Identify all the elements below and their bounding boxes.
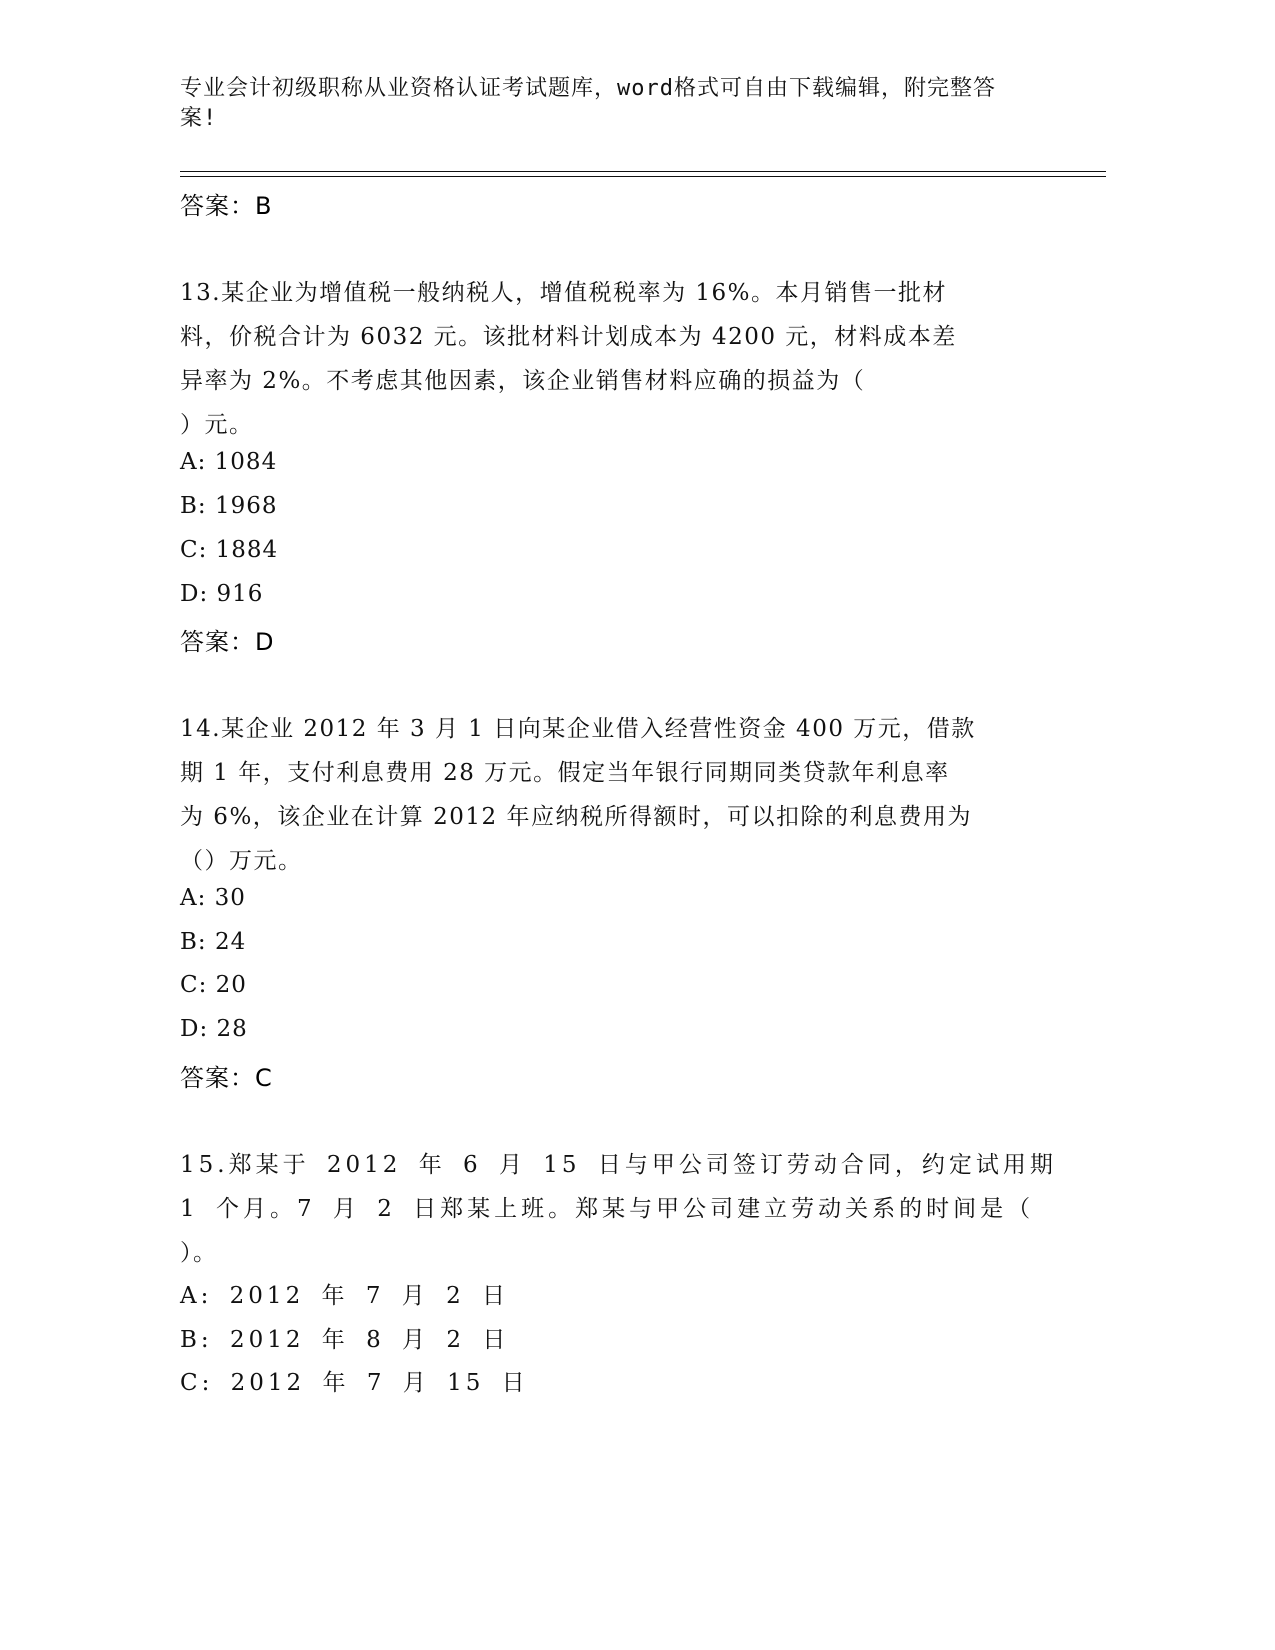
answer-q13: 答案：D: [180, 628, 275, 656]
q13-option-c: C: 1884: [180, 537, 279, 563]
page-header: [180, 74, 1040, 134]
q14-line-4: （）万元。: [180, 848, 303, 874]
q15-option-a: A: 2012 年 7 月 2 日: [180, 1283, 510, 1309]
header-line-1: 专业会计初级职称从业资格认证考试题库，word格式可自由下载编辑，附完整答: [180, 76, 996, 101]
q15-line-1: 15.郑某于 2012 年 6 月 15 日与甲公司签订劳动合同，约定试用期: [180, 1152, 1057, 1178]
header-line-2: 案!: [180, 106, 218, 131]
q13-option-a: A: 1084: [180, 449, 278, 475]
answer-q12: 答案：B: [180, 192, 273, 220]
answer-q14: 答案：C: [180, 1064, 273, 1092]
q15-option-b: B: 2012 年 8 月 2 日: [180, 1327, 510, 1353]
q14-line-2: 期 1 年，支付利息费用 28 万元。假定当年银行同期同类贷款年利息率: [180, 760, 950, 786]
q13-line-3: 异率为 2%。不考虑其他因素，该企业销售材料应确的损益为（: [180, 368, 866, 394]
q13-option-b: B: 1968: [180, 493, 278, 519]
q15-line-2: 1 个月。7 月 2 日郑某上班。郑某与甲公司建立劳动关系的时间是（: [180, 1196, 1035, 1222]
q14-option-d: D: 28: [180, 1016, 248, 1042]
q14-line-3: 为 6%，该企业在计算 2012 年应纳税所得额时，可以扣除的利息费用为: [180, 804, 972, 830]
q14-option-a: A: 30: [180, 885, 246, 911]
q14-line-1: 14.某企业 2012 年 3 月 1 日向某企业借入经营性资金 400 万元，借款: [180, 716, 976, 742]
q13-line-4: ）元。: [180, 412, 254, 438]
q15-option-c: C: 2012 年 7 月 15 日: [180, 1370, 529, 1396]
q13-line-2: 料，价税合计为 6032 元。该批材料计划成本为 4200 元，材料成本差: [180, 324, 957, 350]
header-divider-top: [180, 171, 1106, 172]
q13-option-d: D: 916: [180, 581, 264, 607]
header-divider-bottom: [180, 176, 1106, 177]
q13-line-1: 13.某企业为增值税一般纳税人，增值税税率为 16%。本月销售一批材: [180, 280, 948, 306]
q14-option-c: C: 20: [180, 972, 247, 998]
q15-line-3: ）。: [180, 1240, 218, 1266]
q14-option-b: B: 24: [180, 929, 247, 955]
